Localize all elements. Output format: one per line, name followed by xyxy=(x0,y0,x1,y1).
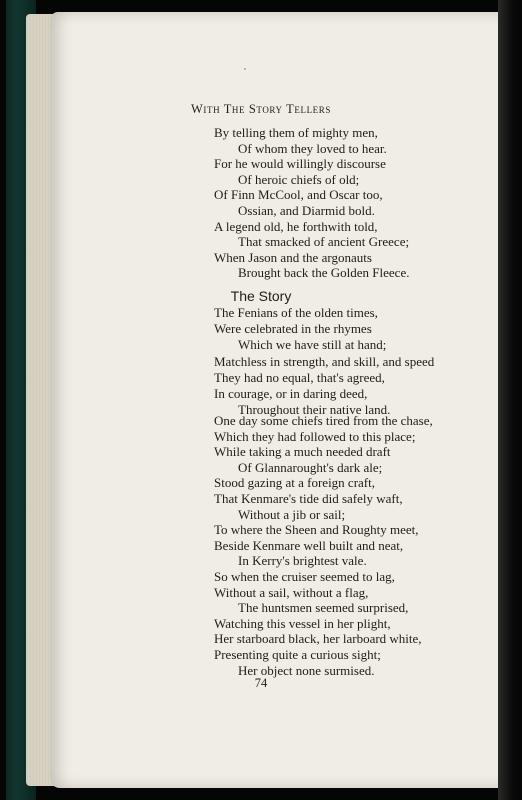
poem-line: By telling them of mighty men, xyxy=(214,125,378,140)
poem-line: When Jason and the argonauts xyxy=(214,249,372,265)
poem-line: Throughout their native land. xyxy=(238,402,391,418)
poem-line: Stood gazing at a foreign craft, xyxy=(214,475,375,491)
poem-line: That Kenmare's tide did safely waft, xyxy=(214,491,403,506)
poem-line: While taking a much needed draft xyxy=(214,444,391,460)
poem-line: Presenting quite a curious sight; xyxy=(214,647,381,662)
poem-line: Of Glannarought's dark ale; xyxy=(238,459,383,475)
running-header: With The Story Tellers xyxy=(191,102,331,116)
poem-line: Which they had followed to this place; xyxy=(214,428,416,444)
poem-line: Beside Kenmare well built and neat, xyxy=(214,537,404,553)
poem-line: Which we have still at hand; xyxy=(238,337,387,353)
page-number: 74 xyxy=(254,676,268,690)
poem-line: The huntsmen seemed surprised, xyxy=(238,600,409,616)
poem-line: They had no equal, that's agreed, xyxy=(214,369,385,385)
paper-speck xyxy=(244,68,246,70)
poem-line: Were celebrated in the rhymes xyxy=(214,321,372,337)
section-title: The Story xyxy=(230,288,292,304)
poem-line: Her starboard black, her larboard white, xyxy=(214,631,422,647)
poem-line: Of Finn McCool, and Oscar too, xyxy=(214,187,383,203)
poem-line: In Kerry's brightest vale. xyxy=(238,553,367,569)
poem-line: Watching this vessel in her plight, xyxy=(214,615,391,631)
poem-line: Without a sail, without a flag, xyxy=(214,584,369,600)
poem-line: In courage, or in daring deed, xyxy=(214,386,368,401)
poem-line: So when the cruiser seemed to lag, xyxy=(214,569,395,584)
poem-line: A legend old, he forthwith told, xyxy=(214,218,378,234)
poem-line: For he would willingly discourse xyxy=(214,156,386,172)
poem-line: Brought back the Golden Fleece. xyxy=(238,265,410,281)
poem-line: Of whom they loved to hear. xyxy=(238,140,387,156)
poem-line: Ossian, and Diarmid bold. xyxy=(238,203,375,218)
poem-line: Matchless in strength, and skill, and speed xyxy=(214,353,435,369)
poem-line: Of heroic chiefs of old; xyxy=(238,171,360,187)
poem-line: The Fenians of the olden times, xyxy=(214,305,378,320)
poem-line: Her object none surmised. xyxy=(238,662,375,678)
poem-line: One day some chiefs tired from the chase, xyxy=(214,413,433,428)
poem-line: To where the Sheen and Roughty meet, xyxy=(214,522,419,538)
poem-line: That smacked of ancient Greece; xyxy=(238,234,410,250)
poem-line: Without a jib or sail; xyxy=(238,506,346,522)
